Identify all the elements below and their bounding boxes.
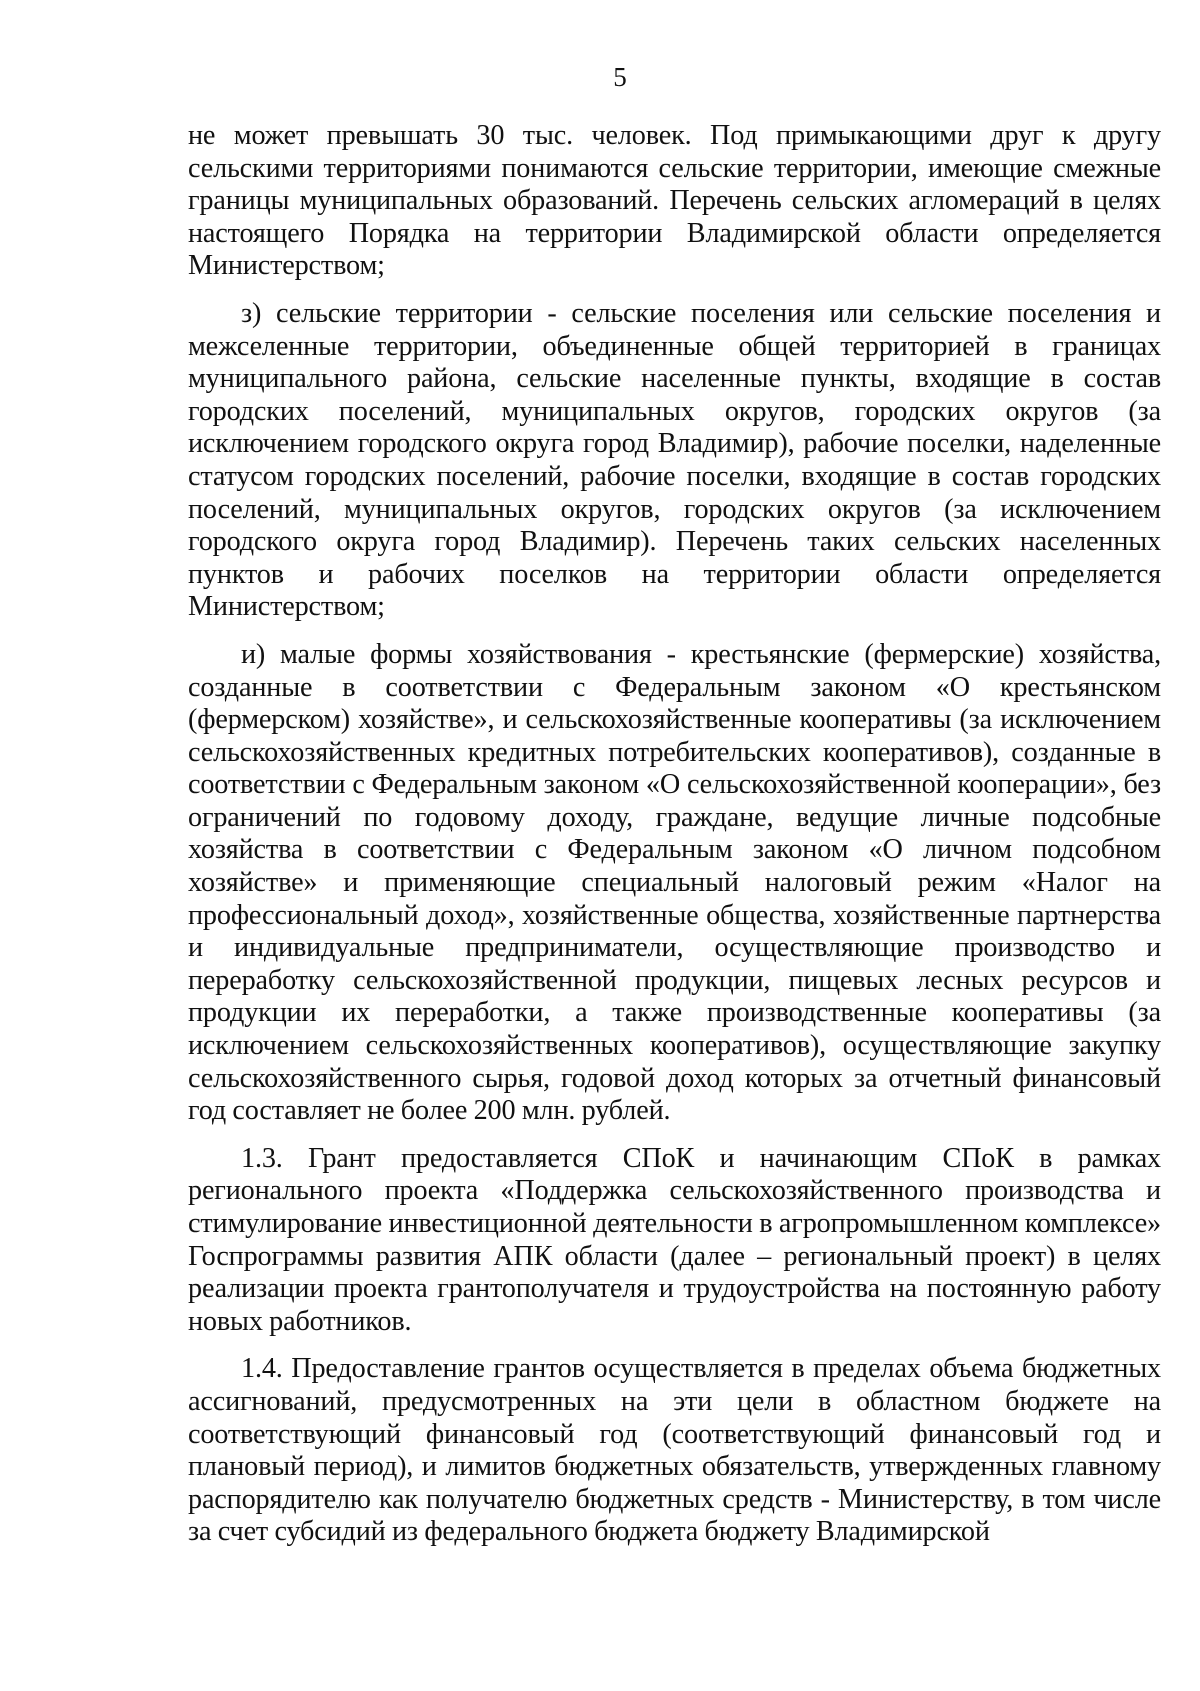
document-body: [188, 120, 1161, 1549]
paragraph-continuation: не может превышать 30 тыс. человек. Под примыкающими друг к другу сельскими территориями понимаются сельские территории, имеющие смежные границы муниципальных образований. Перечень сельских агломераций в целях настоящего Порядка на территории Владимирской области определяется Министерством;: [188, 120, 1161, 282]
paragraph-rural-territories: з) сельские территории - сельские поселения или сельские поселения и межселенные территории, объединенные общей территорией в границах муниципального района, сельские населенные пункты, входящие в состав городских поселений, муниципальных округов, городских округов (за исключением городского округа город Владимир), рабочие поселки, наделенные статусом городских поселений, рабочие поселки, входящие в состав городских поселений, муниципальных округов, городских округов (за исключением городского округа город Владимир). Перечень таких сельских населенных пунктов и рабочих поселков на территории области определяется Министерством;: [188, 297, 1161, 623]
paragraph-clause-1-4: 1.4. Предоставление грантов осуществляется в пределах объема бюджетных ассигнований, предусмотренных на эти цели в областном бюджете на соответствующий финансовый год (соответствующий финансовый год и плановый период), и лимитов бюджетных обязательств, утвержденных главному распорядителю как получателю бюджетных средств - Министерству, в том числе за счет субсидий из федерального бюджета бюджету Владимирской: [188, 1353, 1161, 1548]
paragraph-small-business-forms: и) малые формы хозяйствования - крестьянские (фермерские) хозяйства, созданные в соответствии с Федеральным законом «О крестьянском (фермерском) хозяйстве», и сельскохозяйственные кооперативы (за исключением сельскохозяйственных кредитных потребительских кооперативов), созданные в соответствии с Федеральным законом «О сельскохозяйственной кооперации», без ограничений по годовому доходу, граждане, ведущие личные подсобные хозяйства в соответствии с Федеральным законом «О личном подсобном хозяйстве» и применяющие специальный налоговый режим «Налог на профессиональный доход», хозяйственные общества, хозяйственные партнерства и индивидуальные предприниматели, осуществляющие производство и переработку сельскохозяйственной продукции, пищевых лесных ресурсов и продукции их переработки, а также производственные кооперативы (за исключением сельскохозяйственных кооперативов), осуществляющие закупку сельскохозяйственного сырья, годовой доход которых за отчетный финансовый год составляет не более 200 млн. рублей.: [188, 638, 1161, 1127]
paragraph-clause-1-3: 1.3. Грант предоставляется СПоК и начинающим СПоК в рамках регионального проекта «Поддержка сельскохозяйственного производства и стимулирование инвестиционной деятельности в агропромышленном комплексе» Госпрограммы развития АПК области (далее – региональный проект) в целях реализации проекта грантополучателя и трудоустройства на постоянную работу новых работников.: [188, 1142, 1161, 1337]
page-number: 5: [613, 62, 627, 92]
